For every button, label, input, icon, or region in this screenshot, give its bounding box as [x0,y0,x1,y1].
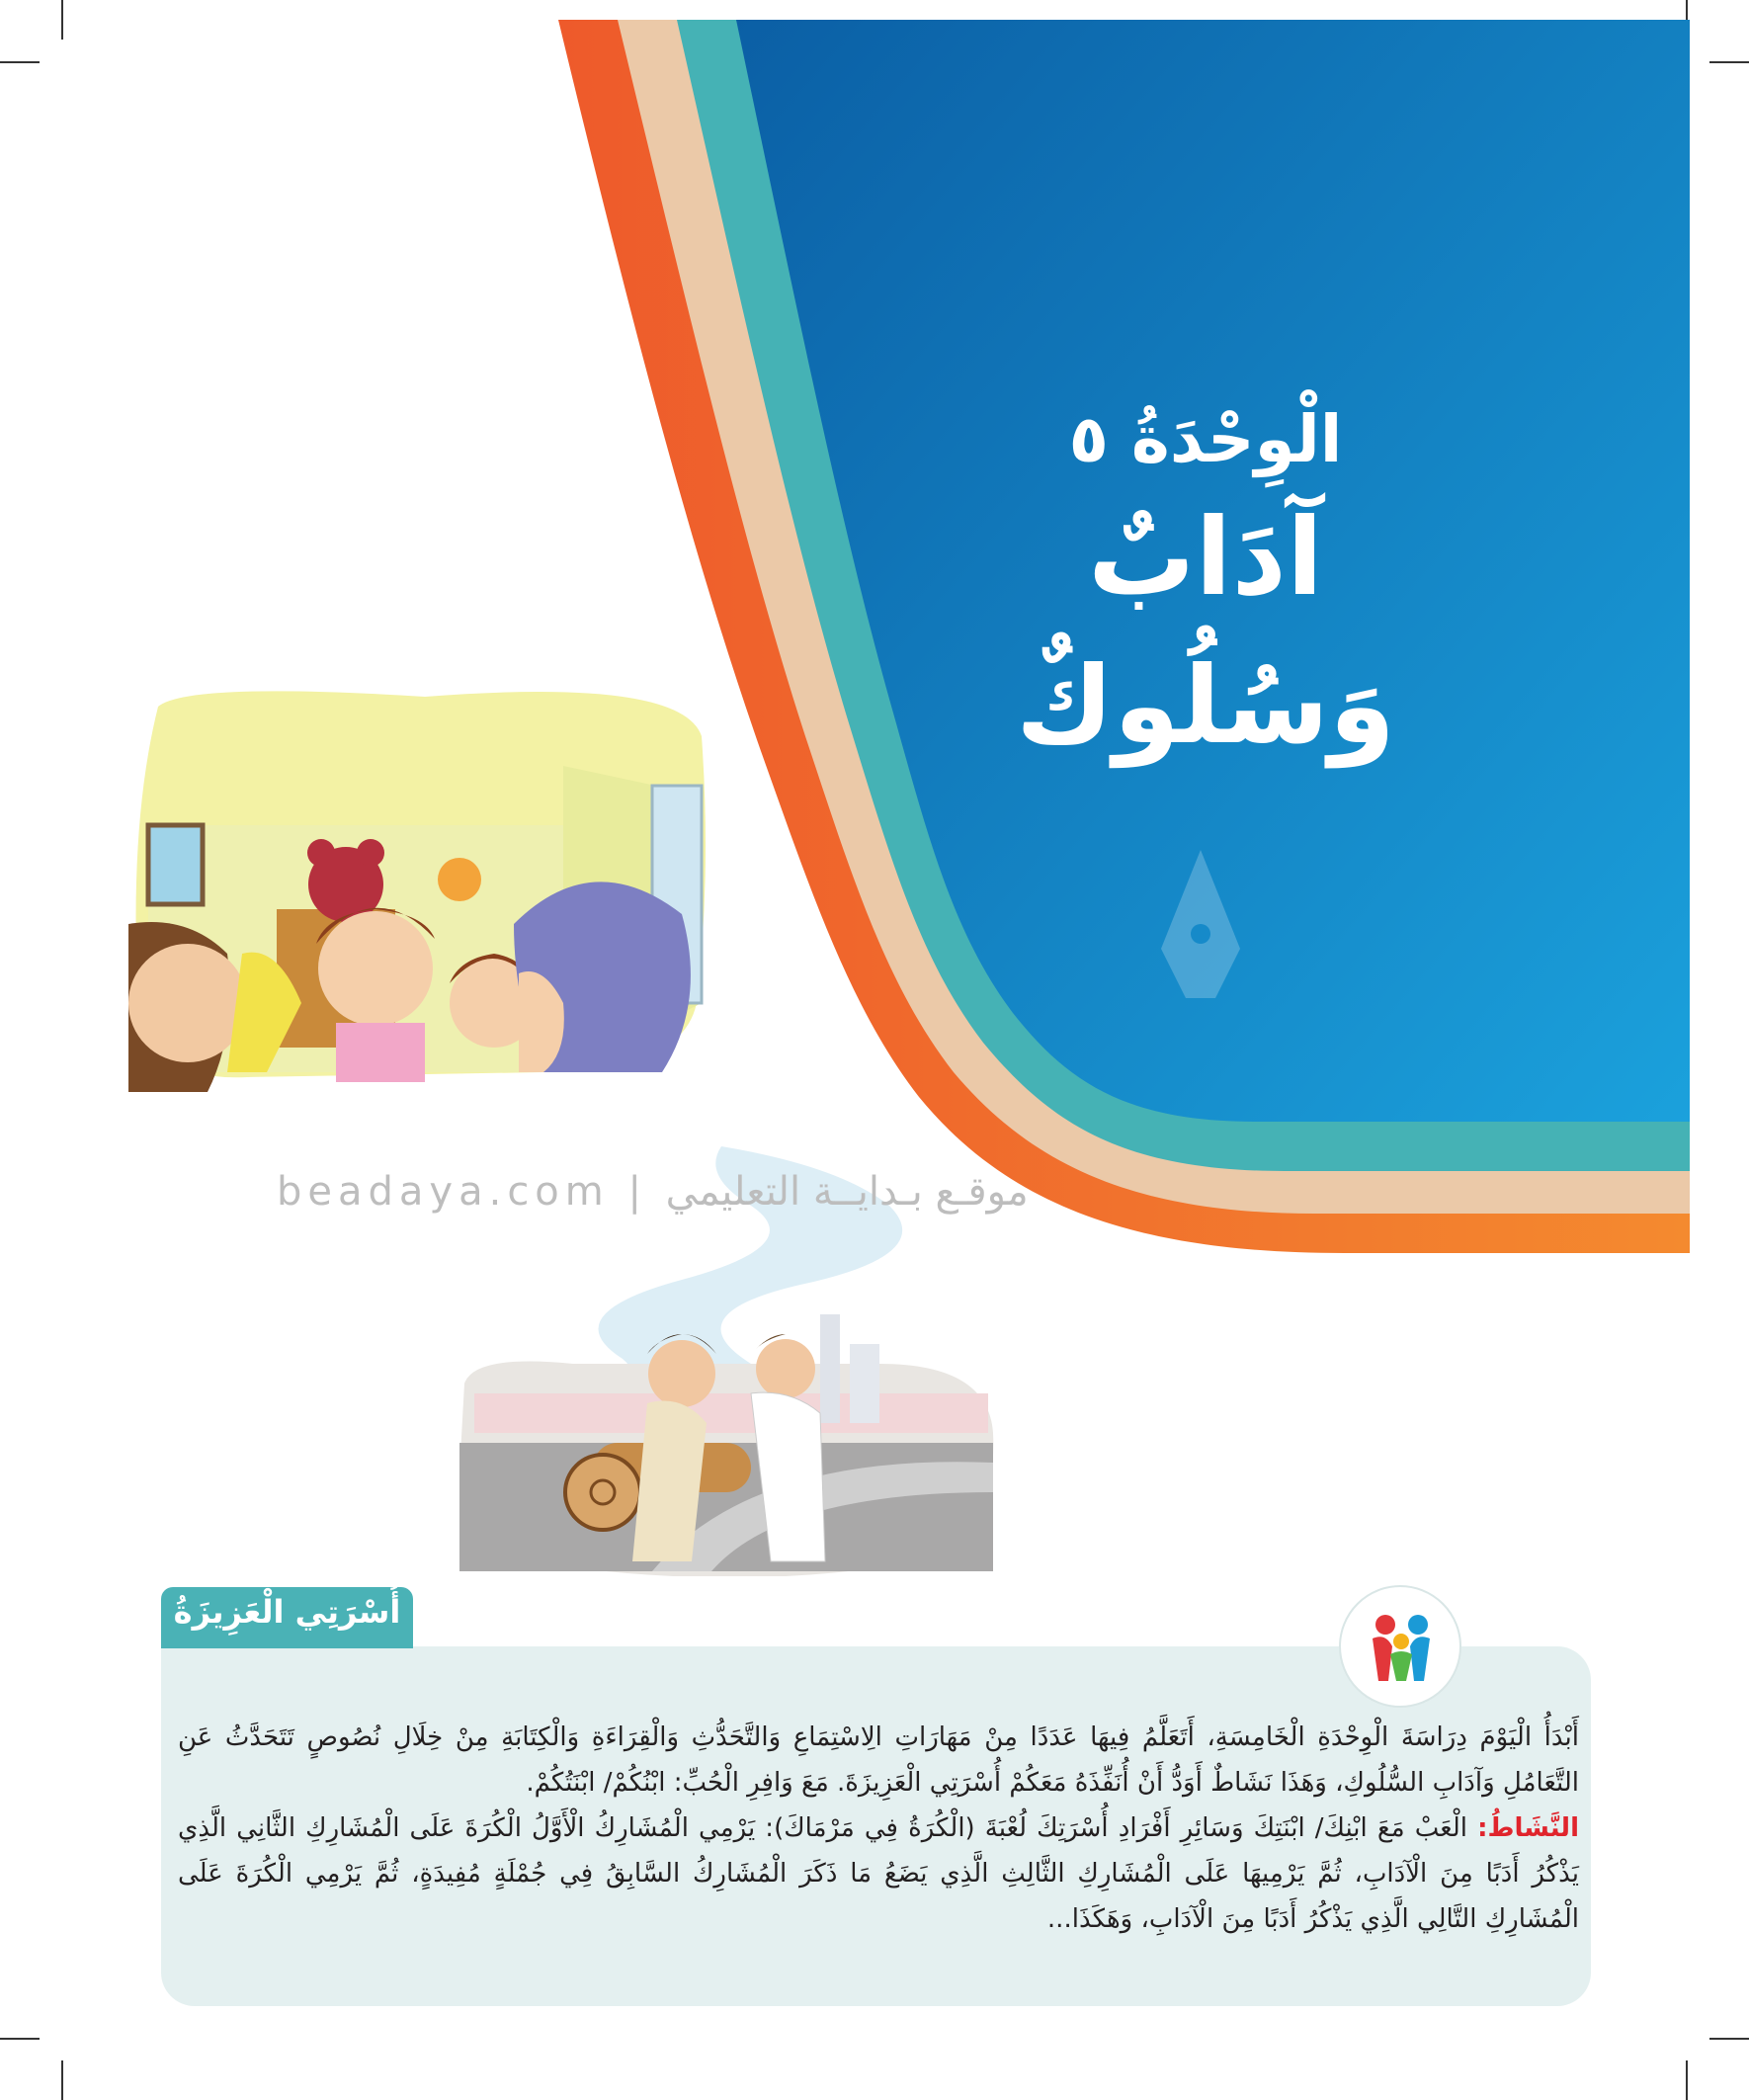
boys-carrying-log-illustration [455,1295,998,1576]
activity-paragraph [178,1806,1579,1942]
crop-mark [61,2060,63,2100]
site-watermark: beadaya.com | موقـع بـدايــة التعليمي [277,1169,1029,1215]
unit-title-block [988,395,1423,781]
unit-label: الْوِحْدَةُ ٥ [1068,401,1343,477]
unit-title-line-1: آدَابٌ [1088,496,1323,620]
family-section-tab-label: أُسْرَتِي الْعَزِيزَةُ [173,1593,401,1631]
crop-mark [0,2038,40,2040]
family-activity-text [178,1715,1579,1942]
crop-mark [1709,2038,1749,2040]
crop-mark [1686,2060,1688,2100]
family-room-illustration [128,677,716,1092]
intro-paragraph: أَبْدَأُ الْيَوْمَ دِرَاسَةَ الْوِحْدَةِ الْخَامِسَةِ، أَتَعَلَّمُ فِيهَا عَدَدًا مِنْ مَهَارَاتِ الِاسْتِمَاعِ وَالتَّحَدُّثِ وَالْقِرَاءَةِ وَالْكِتَابَةِ مِنْ خِلَالِ نُصُوصٍ تَتَحَدَّثُ عَنِ التَّعَامُلِ وَآدَابِ السُّلُوكِ، وَهَذَا نَشَاطٌ أَوَدُّ أَنْ أُنَفِّذَهُ مَعَكُمْ أُسْرَتِي الْعَزِيزَةَ. مَعَ وَافِرِ الْحُبِّ: ابْنُكُمْ/ ابْنَتُكُمْ. [178,1722,1579,1798]
family-icon [1339,1585,1461,1708]
activity-label: النَّشَاطُ: [1477,1813,1579,1843]
activity-text: الْعَبْ مَعَ ابْنِكَ/ ابْنَتِكَ وَسَائِرِ أَفْرَادِ أُسْرَتِكَ لُعْبَةَ (الْكُرَةُ فِي مَرْمَاكَ): يَرْمِي الْمُشَارِكُ الْأَوَّلُ الْكُرَةَ عَلَى الْمُشَارِكِ الثَّانِي الَّذِي يَذْكُرُ أَدَبًا مِنَ الْآدَابِ، ثُمَّ يَرْمِيهَا عَلَى الْمُشَارِكِ الثَّالِثِ الَّذِي يَضَعُ مَا ذَكَرَ الْمُشَارِكُ السَّابِقُ فِي جُمْلَةٍ مُفِيدَةٍ، ثُمَّ يَرْمِي الْكُرَةَ عَلَى الْمُشَارِكِ التَّالِي الَّذِي يَذْكُرُ أَدَبًا مِنَ الْآدَابِ، وَهَكَذَا... [178,1813,1579,1934]
unit-title-line-2: وَسُلُوكٌ [1015,644,1396,768]
